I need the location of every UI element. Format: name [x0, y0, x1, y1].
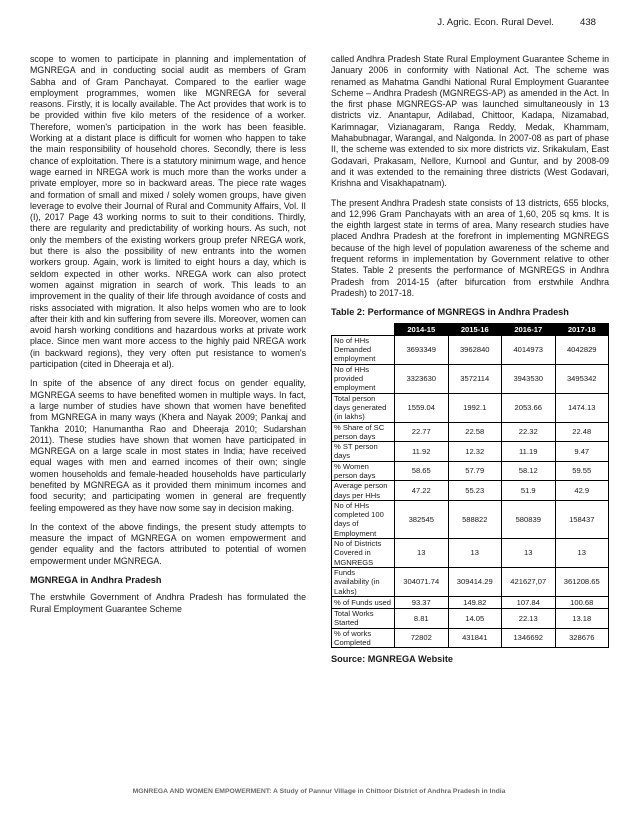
- table-cell: 3943530: [502, 364, 556, 393]
- table-corner-cell: [332, 323, 395, 335]
- table-cell: 22.32: [502, 422, 556, 442]
- table-cell: 304071.74: [395, 567, 449, 596]
- table-cell: 580839: [502, 500, 556, 538]
- table-row: [332, 461, 609, 481]
- table-cell: 2053.66: [502, 393, 556, 422]
- column-header: 2014-15: [395, 323, 449, 335]
- table-cell: 13.18: [555, 609, 609, 629]
- table-cell: 55.23: [448, 481, 502, 501]
- table-row: [332, 567, 609, 596]
- table-cell: 11.19: [502, 442, 556, 462]
- table-cell: 51.9: [502, 481, 556, 501]
- row-label: Funds availability (in Lakhs): [332, 567, 395, 596]
- table-cell: 14.05: [448, 609, 502, 629]
- row-label: Total person days generated (in lakhs): [332, 393, 395, 422]
- table-source: Source: MGNREGA Website: [331, 654, 454, 665]
- table-row: [332, 442, 609, 462]
- table-cell: 13: [502, 539, 556, 568]
- right-column: [331, 54, 609, 666]
- table-cell: 58.12: [502, 461, 556, 481]
- table-cell: 3495342: [555, 364, 609, 393]
- table-cell: 13: [448, 539, 502, 568]
- table-row: [332, 335, 609, 364]
- body-paragraph: In the context of the above findings, the present study attempts to measure the impact of MGNREGA on women empowerment and gender equality and the factors attributed to potential of women empowerment under MGNREGA.: [30, 521, 306, 566]
- table-cell: 100.68: [555, 596, 609, 608]
- table-row: [332, 628, 609, 648]
- table-cell: 1559.04: [395, 393, 449, 422]
- table-row: [332, 539, 609, 568]
- row-label: Average person days per HHs: [332, 481, 395, 501]
- table-cell: 9.47: [555, 442, 609, 462]
- table-cell: 59.55: [555, 461, 609, 481]
- table-cell: 382545: [395, 500, 449, 538]
- row-label: % ST person days: [332, 442, 395, 462]
- body-paragraph: In spite of the absence of any direct focus on gender equality, MGNREGA seems to have benefited women in multiple ways. In fact, a large number of studies have shown that women have benefited from MGNREGA in many ways (Khera and Nayak 2009; Pankaj and Tankha 2010; Hanumantha Rao and Dheeraja 2010; Sudarshan 2011). These studies have shown that women have participated in MGNREGA on a large scale in most states in India; have received equal wages with men and earned incomes of their own; single women households and female-headed households have particularly benefited by MGNREGA as it provided them minimum incomes and food security; and participating women in general are frequently feeling empowered as they have now some say in decision making.: [30, 378, 306, 513]
- body-paragraph: called Andhra Pradesh State Rural Employment Guarantee Scheme in January 2006 in conformity with National Act. The scheme was renamed as Mahatma Gandhi National Rural Employment Guarantee Scheme – Andhra Pradesh (MGNREGS-AP) as amended in the Act. In the first phase MGNREGS-AP was launched simultaneously in 13 districts viz. Anantapur, Adilabad, Chittoor, Kadapa, Nizamabad, Karimnagar, Vizianagaram, Ranga Reddy, Medak, Khammam, Mahabubnagar, Warangal, and Nalgonda. In 2007-08 as part of phase II, the scheme was extended to six more districts viz. Srikakulam, East Godavari, Prakasam, Nellore, Kurnool and Guntur, and by 2008-09 and it was extended to the remaining three districts (West Godavari, Krishna and Visakhapatnam).: [331, 54, 609, 189]
- table-row: [332, 393, 609, 422]
- table-cell: 4014973: [502, 335, 556, 364]
- table-cell: 57.79: [448, 461, 502, 481]
- table-cell: 328676: [555, 628, 609, 648]
- table-cell: 107.84: [502, 596, 556, 608]
- column-header: 2016-17: [502, 323, 556, 335]
- body-paragraph: scope to women to participate in planning and implementation of MGNREGA and in conducting social audit as members of Gram Sabha and of Gram Panchayat. Compared to the earlier wage employment programmes, women like MGNREGA for several reasons. Firstly, it is locally available. The Act provides that work is to be provided within five kilo meters of the residence of a worker. Therefore, women's participation in the work has been feasible. Working at a distant place is difficult for women who happen to take the main responsibility of household chores. Secondly, there is less chance of exploitation. There is a statutory minimum wage, and hence wage earned in NREGA work is much more than the works under a private employer, more so in backward areas. The piece rate wages and formation of small and mixed / solely women groups, have given leverage to evolve their Journal of Rural and Community Affairs, Vol. II (I), 2017 Page 43 working norms to suit to their conditions. Thirdly, there are regularity and predictability of working hours. As such, not only the members of the existing workers group prefer NREGA work, but there is also the possibility of new entrants into the women workers group. Again, work is limited to eight hours a day, which is seldom expected in other works. NREGA work can also protect women against migration in search of work. This leads to an improvement in the quality of their life through avoidance of costs and risks associated with migration. It also helps women who are to look after their kith and kin suffering from severe ills. Moreover, women can avoid harsh working conditions and hazardous works at private work place. Since men want more access to the highly paid NREGA work (in backward regions), they very often put resistance to women's participation (cited in Dheeraja et al).: [30, 54, 306, 370]
- body-paragraph: The present Andhra Pradesh state consists of 13 districts, 655 blocks, and 12,996 Gram Panchayats with an area of 1,60, 205 sq kms. It is the eighth largest state in terms of area. Many research studies have placed Andhra Pradesh at the forefront in implementing MGNREGS because of the high level of population awareness of the scheme and frequent reforms in implementation by Government relative to other States. Table 2 presents the performance of MGNREGS in Andhra Pradesh from 2014-15 (after bifurcation from erstwhile Andhra Pradesh) to 2017-18.: [331, 197, 609, 298]
- table-cell: 431841: [448, 628, 502, 648]
- table-row: [332, 422, 609, 442]
- table-cell: 3572114: [448, 364, 502, 393]
- table-cell: 12.32: [448, 442, 502, 462]
- row-label: No of Districts Covered in MGNREGS: [332, 539, 395, 568]
- table-cell: 8.81: [395, 609, 449, 629]
- row-label: No of HHs completed 100 days of Employment: [332, 500, 395, 538]
- body-paragraph: The erstwhile Government of Andhra Pradesh has formulated the Rural Employment Guarantee Scheme: [30, 592, 306, 614]
- table-cell: 58.65: [395, 461, 449, 481]
- row-label: No of HHs provided employment: [332, 364, 395, 393]
- table-cell: 1346692: [502, 628, 556, 648]
- table-cell: 42.9: [555, 481, 609, 501]
- row-label: % Women person days: [332, 461, 395, 481]
- page-number: 438: [579, 17, 596, 28]
- table-cell: 22.77: [395, 422, 449, 442]
- row-label: % of works Completed: [332, 628, 395, 648]
- table-row: [332, 609, 609, 629]
- left-column: [30, 54, 306, 623]
- table-cell: 22.48: [555, 422, 609, 442]
- table-row: [332, 481, 609, 501]
- section-heading: MGNREGA in Andhra Pradesh: [30, 575, 162, 586]
- running-footer: MGNREGA AND WOMEN EMPOWERMENT: A Study of Pannur Village in Chittoor District of Andhra Pradesh in India: [132, 788, 506, 795]
- table-cell: 149.82: [448, 596, 502, 608]
- journal-name: J. Agric. Econ. Rural Devel.: [437, 17, 554, 28]
- table-cell: 3962840: [448, 335, 502, 364]
- table-cell: 4042829: [555, 335, 609, 364]
- table-cell: 47.22: [395, 481, 449, 501]
- column-header: 2017-18: [555, 323, 609, 335]
- table-cell: 1992.1: [448, 393, 502, 422]
- table-row: [332, 364, 609, 393]
- table-cell: 3693349: [395, 335, 449, 364]
- row-label: Total Works Started: [332, 609, 395, 629]
- row-label: % Share of SC person days: [332, 422, 395, 442]
- table-cell: 13: [555, 539, 609, 568]
- table-cell: 1474.13: [555, 393, 609, 422]
- table-cell: 13: [395, 539, 449, 568]
- table-cell: 93.37: [395, 596, 449, 608]
- performance-table: [331, 323, 609, 649]
- table-cell: 309414.29: [448, 567, 502, 596]
- table-row: [332, 596, 609, 608]
- table-cell: 22.58: [448, 422, 502, 442]
- table-cell: 421627,07: [502, 567, 556, 596]
- running-header: [437, 17, 596, 28]
- row-label: % of Funds used: [332, 596, 395, 608]
- table-cell: 3323630: [395, 364, 449, 393]
- table-cell: 72802: [395, 628, 449, 648]
- table-caption: Table 2: Performance of MGNREGS in Andhra Pradesh: [331, 307, 569, 318]
- table-cell: 588822: [448, 500, 502, 538]
- table-cell: 158437: [555, 500, 609, 538]
- table-body: [332, 335, 609, 648]
- table-header-row: [332, 323, 609, 335]
- row-label: No of HHs Demanded employment: [332, 335, 395, 364]
- table-cell: 361208.65: [555, 567, 609, 596]
- column-header: 2015-16: [448, 323, 502, 335]
- table-row: [332, 500, 609, 538]
- table-cell: 22.13: [502, 609, 556, 629]
- table-cell: 11.92: [395, 442, 449, 462]
